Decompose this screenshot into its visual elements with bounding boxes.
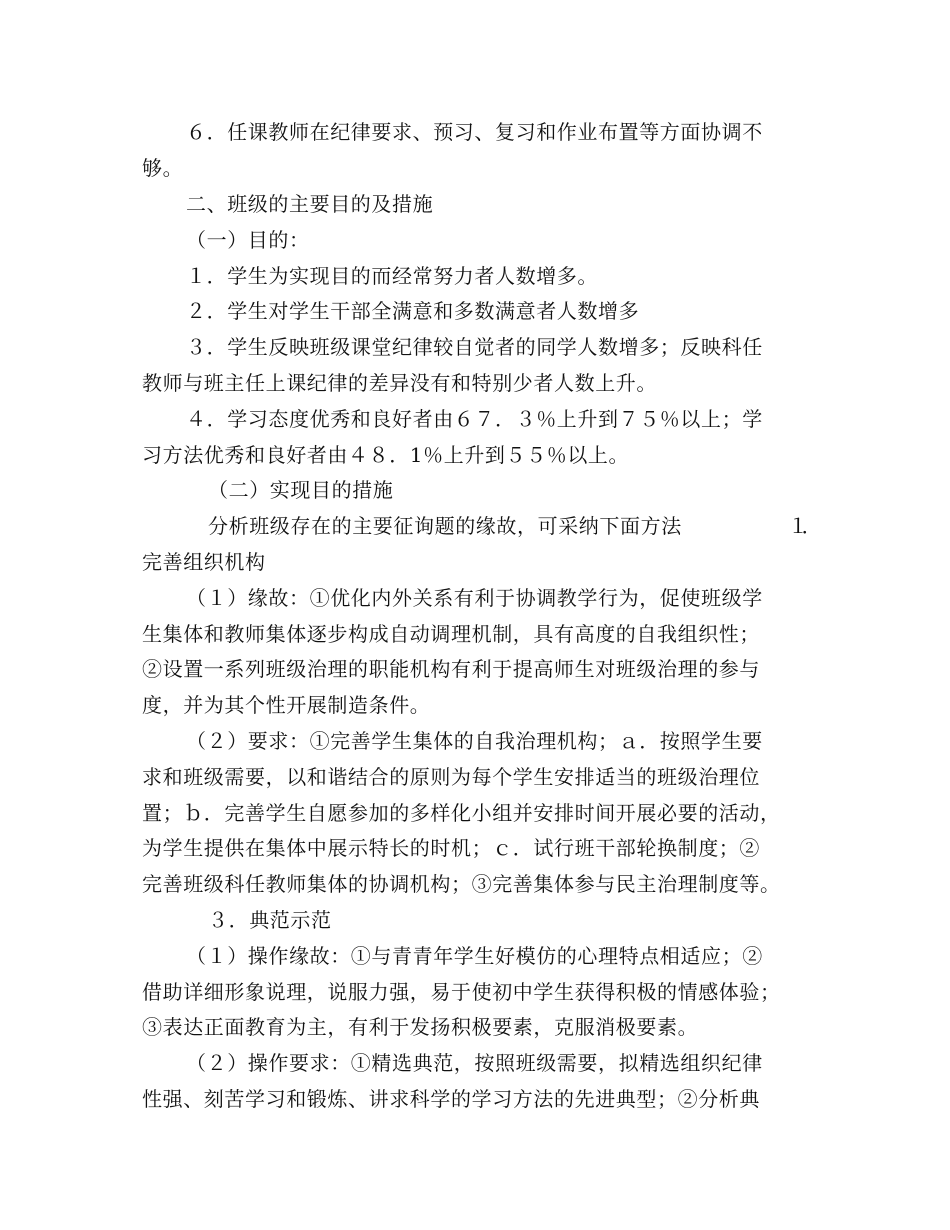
goal-2: ２．学生对学生干部全满意和多数满意者人数增多 bbox=[186, 299, 640, 323]
measure-3-reason-line-2: 借助详细形象说理，说服力强，易于使初中学生获得积极的情感体验； bbox=[142, 980, 781, 1004]
measure-1-reason-line-4: 度，并为其个性开展制造条件。 bbox=[142, 693, 431, 717]
subheading-goals: （一）目的： bbox=[186, 228, 310, 252]
measure-3-reason-line-1: （１）操作缘故：①与青青年学生好模仿的心理特点相适应；② bbox=[186, 944, 763, 968]
measure-1-requirement-line-4: 为学生提供在集体中展示特长的时机；ｃ．试行班干部轮换制度；② bbox=[142, 836, 760, 860]
measure-1-reason-line-1: （１）缘故：①优化内外关系有利于协调教学行为，促使班级学 bbox=[186, 586, 763, 610]
measure-3-reason-line-3: ③表达正面教育为主，有利于发扬积极要素，克服消极要素。 bbox=[142, 1015, 699, 1039]
measure-1-requirement-line-5: 完善班级科任教师集体的协调机构；③完善集体参与民主治理制度等。 bbox=[142, 872, 781, 896]
measure-3-requirement-line-2: 性强、刻苦学习和锻炼、讲求科学的学习方法的先进典型；②分析典 bbox=[142, 1087, 760, 1111]
section-heading-2: 二、班级的主要目的及措施 bbox=[186, 192, 434, 216]
paragraph-6-line-2: 够。 bbox=[142, 156, 184, 180]
measure-1-reason-line-2: 生集体和教师集体逐步构成自动调理机制，具有高度的自我组织性； bbox=[142, 622, 760, 646]
measure-1-reason-line-3: ②设置一系列班级治理的职能机构有利于提高师生对班级治理的参与 bbox=[142, 657, 760, 681]
goal-3-line-2: 教师与班主任上课纪律的差异没有和特别少者人数上升。 bbox=[142, 371, 657, 395]
measure-3-title: ３．典范示范 bbox=[208, 908, 332, 932]
goal-4-line-1: ４．学习态度优秀和良好者由６７．３％上升到７５％以上；学 bbox=[186, 407, 763, 431]
measure-1-title: 完善组织机构 bbox=[142, 550, 266, 574]
subheading-measures: （二）实现目的措施 bbox=[208, 478, 394, 502]
goal-1: １．学生为实现目的而经常努力者人数增多。 bbox=[186, 264, 598, 288]
measure-1-requirement-line-1: （２）要求：①完善学生集体的自我治理机构；ａ．按照学生要 bbox=[186, 729, 763, 753]
goal-4-line-2: 习方法优秀和良好者由４８．1％上升到５５％以上。 bbox=[142, 443, 630, 467]
measure-3-requirement-line-1: （２）操作要求：①精选典范，按照班级需要，拟精选组织纪律 bbox=[186, 1051, 763, 1075]
paragraph-6-line-1: ６．任课教师在纪律要求、预习、复习和作业布置等方面协调不 bbox=[186, 120, 763, 144]
goal-3-line-1: ３．学生反映班级课堂纪律较自觉者的同学人数增多；反映科任 bbox=[186, 335, 763, 359]
measure-1-number: １． bbox=[788, 514, 816, 538]
measures-intro: 分析班级存在的主要征询题的缘故，可采纳下面方法 bbox=[208, 514, 682, 538]
measure-1-requirement-line-3: 置；ｂ．完善学生自愿参加的多样化小组并安排时间开展必要的活动， bbox=[142, 801, 781, 825]
measure-1-requirement-line-2: 求和班级需要，以和谐结合的原则为每个学生安排适当的班级治理位 bbox=[142, 765, 760, 789]
